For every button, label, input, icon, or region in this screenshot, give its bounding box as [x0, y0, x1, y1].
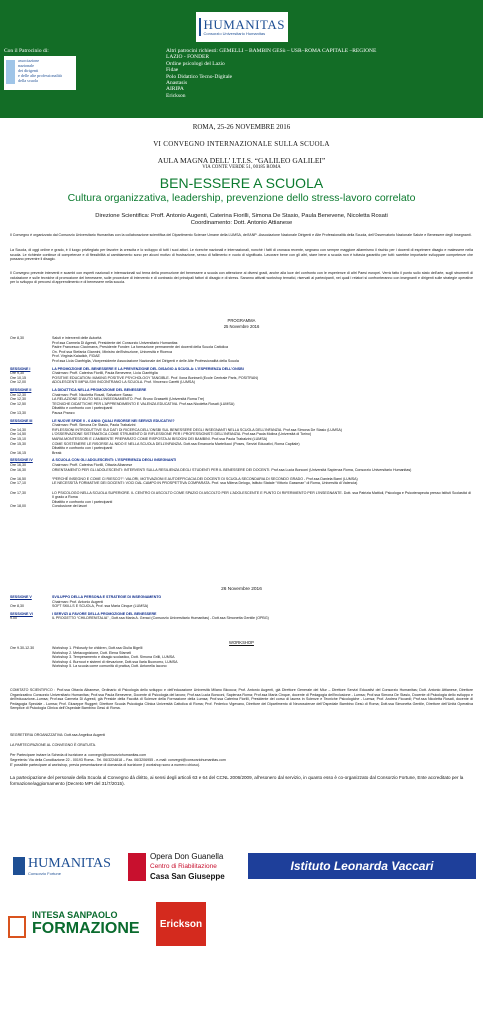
patrocinio-line: LAZIO - FONDER [166, 54, 210, 61]
program-text: Break [52, 450, 62, 455]
program-text: Dibattito e confronto con i partecipanti [52, 499, 113, 504]
anp-line: associazione [18, 58, 40, 63]
program-row [10, 504, 473, 509]
program-time: Ore 12,30 [10, 392, 26, 397]
program-time: 9.00 [10, 616, 17, 621]
patrocinio-line: Fidae [166, 67, 179, 74]
workshop-item: Workshop 2. Metacognizione, Dott. Elena Sfameli [52, 650, 132, 655]
program-time: Ore 18,00 [10, 504, 26, 509]
comitato-scientifico: COMITATO SCIENTIFICO : Prof.ssa Ottavia Albanese, Ordinario di Psicologia dello sviluppo e dell’educazione Università Milano Bicocca; Prof. Antonio Augenti, già Direttore Generale del Miur – Direttore Servizi Educativi del Consorzio Humanitas; Dott. Antonio Attianese, Direttore Organizzativo Consorzio Universitario Humanitas; Prof.ssa Paula Benevene, Docente di Psicologia del lavoro; Prof.ssa Lucia Bonconi, Sapienza Roma; Prof.ssa Maria Cinque, docente di Pedagogia dell’inclusione - Lumsa; Prof.ssa Simona De Stasio, Docente di Psicologia dello sviluppo e dell’educazione–Lumsa; Prof.ssa Carmela Di Agresti, già Preside della Facoltà di Scienze della Formazione della Lumsa; Prof.ssa Caterina Fiorilli, Presidente del corso di laurea in Scienze e Tecniche Psicologiche - Lumsa; Prof. Andrea Ficcardi; Prof.ssa Nicoletta Rosati, docente di Pedagogia Speciale - Lumsa; Prof. Giuseppe Ruggeri; Direttore Scuola Psicologia Clinica Università Cattolica di Roma; Prof. Federico Vigevano, Direttore del Dipartimento di Neuroscienze dell’Ospedale Bambino Gesù di Roma; Dott.ssa Simonetta Gentile, Direttore dell’Unità Operativa Semplice di Psicologia Clinica dell’Ospedale Bambino Gesù di Roma. [10, 688, 473, 710]
vaccari-title: Istituto Leonarda Vaccari [290, 859, 434, 873]
patrocinio-box [4, 48, 112, 118]
program-time: Ore 16,30 [10, 467, 26, 472]
programma-title: PROGRAMMA [227, 318, 256, 323]
event-aula: AULA MAGNA DELL’ I.T.I.S. “GALILEO GALILEI” [157, 156, 326, 165]
logo-subtitle: Consorzio Universitario Humanitas [203, 31, 266, 36]
program-text: MARIA MONTESSORI E L’AMBIENTE PREPARATO COME RISPOSTA AI BISOGNI DEI BAMBINI. Prof.ssa Paola Trabalzini (LUMSA) [52, 437, 268, 441]
program-time: Ore 16,50 [10, 476, 26, 481]
intro-paragraph: La Scuola, di oggi online e grado, è il luogo privilegiato per favorire la crescita e lo sviluppo di tutti i suoi attori. Le ricerche nazionali e internazionali, nonché i fatti di cronaca recente, segnano con sempre maggiore allarmismo il rischio per i docenti di esprimere disagio e malessere nella scuola. Le richieste continue di competenze e di flessibilità al cambiamento sono per alcuni motivo di frustrazione, senso di fallimento e vuoto di significato. Lavorare bene con gli altri, stare bene a scuola non è tuttavia garantito per tutti: sarebbe importante sviluppare competenze che possano prevenire il disagio. [10, 248, 473, 261]
page-title: BEN-ESSERE A SCUOLA [159, 175, 324, 191]
program-text: Chairman: Proff. Nicoletta Rosati, Salvatore Sasso [52, 392, 133, 397]
program-text: I SERVIZI A FAVORE DELLA PROMOZIONE DEL BENESSERE [52, 611, 157, 616]
program-time: Ore 13,30 [10, 411, 26, 415]
program-time: Ore 10,15 [10, 375, 26, 380]
workshop-item: Workshop 1. Philosofy for children, Dott.ssa Giulia Bigelli [52, 646, 143, 650]
program-text: Chairman: Proff. Caterina Fiorilli, Ottavia Albanese [52, 463, 133, 467]
workshop-time: Ore 9.30-12.30 [10, 646, 35, 650]
workshop-item: Workshop 5. La scuola come comunità di pratica, Dott. Antonella Iacono [52, 664, 167, 668]
direzione-scientifica: Direzione Scientifica: Proff. Antonio Augenti, Caterina Fiorilli, Simona De Stasio, Paula Benevene, Nicoletta Rosati [95, 213, 388, 219]
program-text: SOFT SKILLS E SCUOLA, Prof. ssa Maria Cinque (LUMSA) [52, 604, 149, 609]
program-text: RIFLESSIONI INTRODUTTIVE SUI DATI DI RICERCA DELL’ONSBI SUL BENESSERE DEGLI INSEGNANTI NELLA SCUOLA DELL’INFANZIA. Prof.ssa Simona De Stasio (LUMSA) [52, 427, 342, 432]
program-row [10, 411, 473, 416]
program-row [10, 491, 473, 500]
program-text: COME SOSTENERE LE RISORSE AL NIDO E NELLA SCUOLA DELL’INFANZIA. Dott.ssa Emanuela Martellucci (Poses, Servizi Educativi, Roma Capitale) [52, 441, 300, 446]
program-time: Ore 17,30 [10, 490, 26, 495]
erickson-logo [156, 902, 206, 946]
guanella-line: Opera Don Guanella [150, 852, 224, 861]
program-text: Prof.ssa Carmela Di Agresti, Presidente del Consorzio Universitario Humanitas [52, 340, 178, 345]
program-text: ADOLESCENTI IMPULSIVI INCONTRANO LA SCUOLA. Prof. Vincenzo Caretti (LUMSA) [52, 380, 195, 385]
program-time: Ore 14,30 [10, 427, 26, 432]
program-time: SESSIONE II [10, 388, 32, 392]
program-text: Prof.ssa Licia Cianfriglia, Vicepresidente Associazione Nazionale dei Dirigenti e delle Alte Professionalità della Scuola [52, 359, 239, 363]
program-text: A SCUOLA CON GLI ADOLESCENTI: L’ESPERIENZA DEGLI INSEGNANTI [52, 458, 177, 463]
patrocinio-line: AIRIPA [166, 86, 184, 93]
intesa-line: INTESA SANPAOLO [32, 910, 118, 920]
sponsor-humanitas-title: HUMANITAS [28, 855, 111, 871]
program-time: Ore 12,50 [10, 401, 26, 406]
coordinamento: Coordinamento: Dott. Antonio Attianese [190, 220, 293, 226]
program-time: SESSIONE V [10, 595, 32, 599]
program-text: LA PROMOZIONE DEL BENESSERE E LA PREVENZIONE DEL DISAGIO A SCUOLA: L’ESPERIENZA DELL’ONSBI [52, 366, 244, 371]
program-text: “PERCHÉ INSEGNO E COME CI RIESCO?”: VALORI, MOTIVAZIONI E AUTOEFFICACIA DEI DOCENTI DI SCUOLA SECONDARIA DI SECONDO GRADO - Prof.ssa Daniela Barni (LUMSA) [52, 476, 358, 481]
header-banner [0, 0, 483, 118]
anp-line: e delle alte professionalità [18, 73, 62, 78]
program-text: Pausa Pranzo [52, 411, 75, 415]
program-time: Ore 12,30 [10, 397, 26, 402]
program-row [10, 468, 473, 473]
program-text: LO PSICOLOGO NELLA SCUOLA SUPERIORE. IL CENTRO DI ASCOLTO COME SPAZIO DI ASCOLTO PER L’ADOLESCENTE E PUNTO DI RIFERIMENTO PER L’INSEGNANTE. Dott. ssa Patrizia Mattioli, Psicologa e Psicoterapeuta presso Istituti Scolastici di II grado a Roma [52, 490, 471, 500]
program-text: LA DIDATTICA NELLA PROMOZIONE DEL BENESSERE [52, 388, 147, 392]
guanella-line: Centro di Riabilitazione [150, 863, 217, 870]
program-text: LA RELAZIONE D’AIUTO NELL’INSEGNAMENTO. Prof. Bruno Grassetti (Università Roma Tre) [52, 397, 205, 402]
workshop-list [52, 646, 473, 669]
program-text: On. Prof.ssa Stefania Giannini, Ministro dell’Istruzione, Università e Ricerca [52, 349, 173, 354]
guanella-logo [128, 848, 240, 886]
anp-logo [4, 56, 76, 90]
info-line: E’ possibile partecipare al workshop, previa presentazione di domanda di iscrizione (i workshop sono a numero chiuso). [10, 763, 201, 767]
program-text: IL PROGETTO “CHILDRENITALIA” , Dott.ssa Maria A. Geraci (Consorzio Universitario Humanitas) - Dott.ssa Simonetta Gentile (OPBG) [52, 616, 269, 621]
program-text: POSITIVE EDUCATION: MAKING POSITIVE PSYCHOLOGY TANGIBLE. Prof. Ilona Boniwell (Ecole Centrale Paris, POSITRAN) [52, 375, 259, 380]
program-time: Ore 8,30 [10, 604, 24, 609]
program-text: Chairman: Prof. Antonio Augenti [52, 599, 104, 604]
programma-day1: 25 Novembre 2016 [223, 324, 260, 329]
event-date: ROMA, 25-26 NOVEMBRE 2016 [192, 123, 291, 131]
anp-line: nazionale [18, 63, 35, 68]
program-time [10, 359, 52, 364]
intro-paragraph: Il Convegno è organizzato dal Consorzio Universitario Humanitas con la collaborazione scientifica del Dipartimento Scienze Umane della LUMSA, dell’ANP -Associazione Nazionale Dirigenti e Alte Professionalità della Scuola, dell’Osservatorio Nazionale Salute e Benessere degli Insegnanti. [10, 233, 472, 237]
patrocinio-line: Polo Didattico Tecno-Digitale [166, 73, 233, 80]
program-row [10, 604, 473, 609]
guanella-mark-icon [128, 853, 146, 881]
patrocinio-line: Ordine psicologi del Lazio [166, 60, 225, 67]
program-time: Ore 15,10 [10, 437, 26, 441]
program-time: Ore 8,30 [10, 336, 24, 340]
program-time: SESSIONE IV [10, 458, 33, 463]
program-text: Prof. Virginia Kaladich, FIDAE [52, 354, 100, 359]
sponsor-humanitas-sub: Consorzio Fortune [28, 870, 61, 876]
info-line: Segreteria: Via della Conciliazione 22 - 00193 Roma - Tel. 06/3224818 – Fax. 06/3206955 - e-mail: convegni@consorziohumanitas.com [10, 758, 226, 762]
program-text: LE NECESSITÀ FORMATIVE DEI DOCENTI: VOCI DAL CAMPO IN PROSPETTIVA COMPARATA. Prof. ssa Milena Delogu, Istituto Statale “Vittorio Gassman” di Roma, Università di Valencia) [52, 481, 358, 486]
guanella-line: Casa San Giuseppe [150, 872, 225, 881]
program-text: Chairman: Proff. Simona De Stasio, Paola Trabalzini [52, 423, 136, 428]
event-convegno: VI CONVEGNO INTERNAZIONALE SULLA SCUOLA [153, 140, 330, 148]
program-row [10, 616, 473, 621]
intesa-mark-icon [8, 916, 26, 938]
program-time: Ore 9,30 [10, 371, 24, 376]
humanitas-logo [196, 12, 288, 42]
patrocinio-line: Anastasis [166, 80, 188, 87]
intesa-logo [4, 902, 154, 946]
humanitas-mark-icon [13, 857, 25, 875]
info-line: Per Partecipare inviare la Scheda di iscrizione a: convegni@consorziohumanitas.com [10, 753, 147, 757]
patrocinio-line: Altri patrocini richiesti: GEMELLI – BAMBIN GESù – USR–ROMA CAPITALE –REGIONE [166, 48, 377, 54]
program-text: Conclusione dei lavori [52, 504, 88, 509]
program-time: Ore 16,15 [10, 450, 26, 455]
program-time: Ore 12,00 [10, 380, 26, 385]
program-text: TECNICHE DIDATTICHE PER L’APPRENDIMENTO E VALENZA EDUCATIVA. Prof.ssa Nicoletta Rosati (LUMSA) [52, 401, 235, 406]
humanitas-mark-icon [199, 18, 201, 36]
vaccari-logo [248, 853, 476, 879]
workshop-title: WORKSHOP [229, 640, 254, 645]
program-text: Dibattito e confronto con i partecipanti [52, 446, 113, 451]
workshop-item: Workshop 4. Burnout e sistemi di rilevazione, Dott.ssa Ilaria Buonomo, LUMSA [52, 659, 178, 664]
program-text: Chairman: Proff. Caterina Fiorilli, Paula Benevene, Licia Cianfriglia [52, 371, 158, 376]
intro-paragraph: Il Convegno prevede interventi e scambi con esperti nazionali e internazionali sul tema della promozione del benessere a scuola con attenzione ai diversi gradi, anche alla luce del confronto con le esperienze di altri Paesi europei. Verrà fatto il punto sullo stato dell’arte, sugli strumenti di valutazione e sulle tecniche di promozione del benessere, sulle procedure di intervento e di contrasto dei principali fattori di disagio e di stress. Saranno attivati workshop tematici, riservati ai partecipanti, nei quali i relatori si confronteranno con insegnanti e dirigenti sulle strategie operative per lo sviluppo di percorsi di apprendimento e di benessere nella scuola. [10, 271, 473, 284]
program-time: Ore 14,50 [10, 432, 26, 437]
workshop-item: Workshop 3. Temperamento e disagio scolastico, Dott. Simona Grilli, LUMSA [52, 655, 175, 659]
program-time: SESSIONE III [10, 418, 33, 423]
anp-line: della scuola [18, 78, 38, 83]
patrocinio-label: Con il Patrocinio di: [4, 48, 49, 54]
altri-patrocini [166, 48, 481, 99]
program-time: SESSIONE I [10, 366, 31, 371]
logo-title: HUMANITAS [203, 17, 285, 32]
intesa-line: FORMAZIONE [32, 920, 140, 937]
humanitas-sponsor-logo [6, 853, 118, 879]
program-text: ORIENTAMENTO PER GLI ADOLESCENTI: INTERVENTI SULLA RESILIENZA DEGLI STUDENTI PER IL BENESSERE DEI DOCENTI. Prof.ssa Lucia Bonconi (Università Sapienza Roma, Consorzio Universitario Humanitas) [52, 467, 412, 472]
patrocinio-line: Erickson [166, 92, 186, 99]
erickson-title: Erickson [159, 918, 203, 930]
page-subtitle: Cultura organizzativa, leadership, prevenzione dello stress-lavoro correlato [67, 192, 416, 204]
program-row [10, 451, 473, 456]
programma-day2: 26 Novembre 2016 [221, 587, 262, 592]
program-text: SVILUPPO DELLA PERSONA E STRATEGIE DI INSEGNAMENTO [52, 595, 162, 599]
event-address: VIA CONTE VERDE 51, 00185 ROMA [202, 165, 281, 170]
partecipazione-note: La partecipazione del personale della Scuola al Convegno dà diritto, ai sensi degli articoli 63 e 64 del CCNL 2006/2009, all’esonero dal servizio, in quanto esso è co-organizzato dal Consorzio Fortune, Ente accreditato per la formazione/aggiornamento (Decreto MPI del 31/7/2015). [10, 775, 464, 786]
program-row [10, 481, 473, 486]
program-time: Ore 15,30 [10, 441, 26, 446]
program-text: LE NUOVE SFIDE 0 - 6 ANNI: QUALI RISORSE NEI SERVIZI EDUCATIVI? [52, 418, 175, 423]
program-text: Padre Francesco Ciccimarra, Presidente Fonder: La formazione permanente dei docenti della Scuola Cattolica [52, 345, 228, 350]
program-time: SESSIONE VI [10, 611, 33, 616]
program-text: L’OSSERVAZIONE SISTEMATICA COME STRUMENTO DI RIFLESSIONE PER I PROFESSIONISTI DELL’INFANZIA. Prof.ssa Paola Molina (Università di Torino) [52, 432, 312, 437]
program-row [10, 380, 473, 385]
program-time: Ore 17,10 [10, 481, 26, 486]
program-text: Saluti e interventi delle Autorità [52, 336, 102, 340]
segreteria: SEGRETERIA ORGANIZZATIVA: Dott.ssa Angelica Augenti [10, 733, 106, 737]
program-time: Ore 16,30 [10, 463, 26, 467]
workshop-block [10, 646, 473, 669]
program-text: Dibattito e confronto con i partecipanti [52, 406, 113, 411]
program-row [10, 359, 473, 364]
gratuita: LA PARTECIPAZIONE AL CONVEGNO È GRATUITA. [10, 743, 96, 747]
anp-line: dei dirigenti [18, 68, 39, 73]
